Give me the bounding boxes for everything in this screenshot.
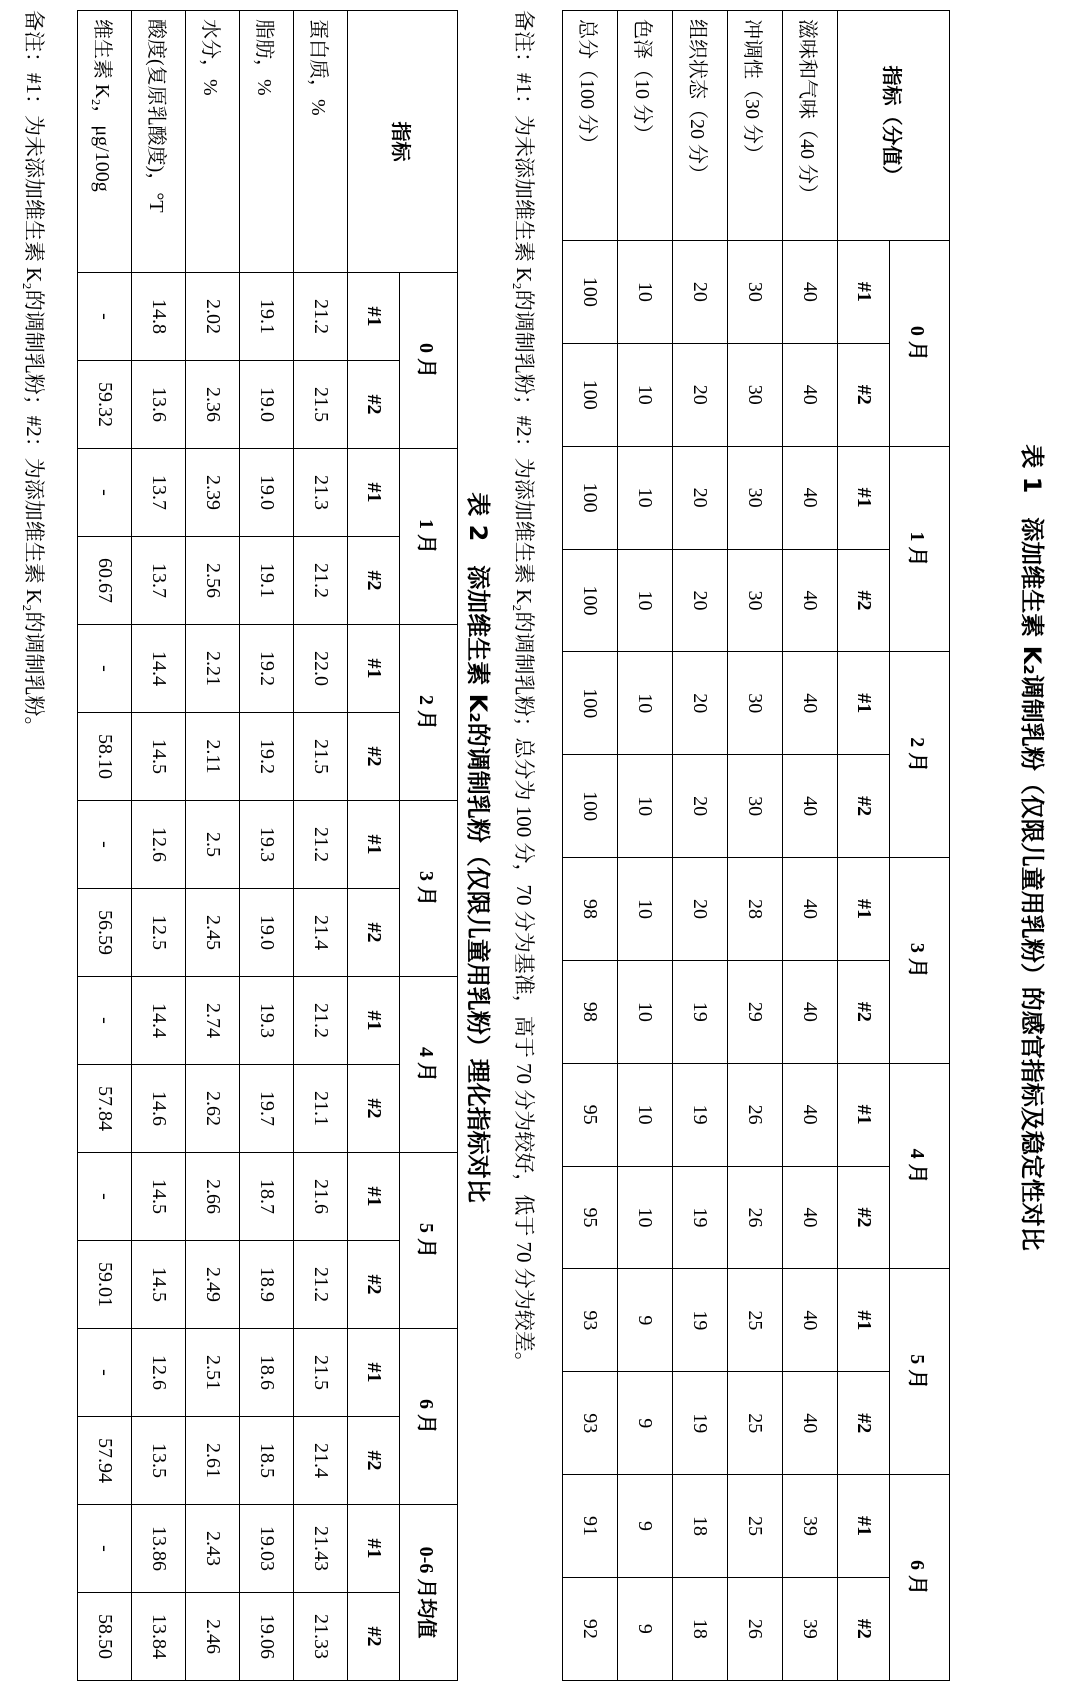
table2-cell: 14.5 <box>132 1153 186 1241</box>
table2-header-label: 指标 <box>348 11 458 273</box>
table1-cell: 100 <box>563 446 618 549</box>
table1-cell: 10 <box>618 652 673 755</box>
table1-cell: 40 <box>783 960 838 1063</box>
table2-cell: 14.5 <box>132 713 186 801</box>
table1-cell: 28 <box>728 858 783 961</box>
table2-sub-header: #1 <box>348 1153 400 1241</box>
table2-cell: - <box>78 1505 132 1593</box>
table2-row-label: 蛋白质，% <box>294 11 348 273</box>
table2-cell: 19.3 <box>240 801 294 889</box>
table2-cell: 19.1 <box>240 537 294 625</box>
table2-cell: 21.2 <box>294 537 348 625</box>
table1-cell: 95 <box>563 1063 618 1166</box>
table2-cell: 13.86 <box>132 1505 186 1593</box>
table1-sub-header: #1 <box>838 1063 890 1166</box>
table2-cell: 13.5 <box>132 1417 186 1505</box>
table1-cell: 19 <box>673 960 728 1063</box>
table2-sub-header: #2 <box>348 361 400 449</box>
table1-cell: 30 <box>728 652 783 755</box>
table2-cell: 12.6 <box>132 801 186 889</box>
table1-cell: 20 <box>673 241 728 344</box>
table1-sub-header: #1 <box>838 652 890 755</box>
table1-row <box>563 11 618 1681</box>
table1-row-label: 总分（100 分） <box>563 11 618 241</box>
table1-sub-header: #1 <box>838 1475 890 1578</box>
table2-cell: 59.01 <box>78 1241 132 1329</box>
table2-cell: 60.67 <box>78 537 132 625</box>
table1-cell: 20 <box>673 549 728 652</box>
table2-month-header: 0 月 <box>400 273 458 449</box>
table1-month-header: 4 月 <box>890 1063 950 1269</box>
table2-sub-header: #2 <box>348 889 400 977</box>
table2-cell: 14.8 <box>132 273 186 361</box>
table2-cell: 2.21 <box>186 625 240 713</box>
table1-cell: 10 <box>618 1063 673 1166</box>
table1-header-label: 指标（分值） <box>838 11 950 241</box>
table2-month-header: 4 月 <box>400 977 458 1153</box>
table1-cell: 100 <box>563 343 618 446</box>
table1-cell: 25 <box>728 1475 783 1578</box>
table1-sub-header: #1 <box>838 446 890 549</box>
table2-cell: 2.46 <box>186 1593 240 1681</box>
table1-cell: 40 <box>783 1372 838 1475</box>
table1-sub-header: #2 <box>838 343 890 446</box>
table2-month-header: 2 月 <box>400 625 458 801</box>
table2-cell: 21.4 <box>294 889 348 977</box>
table2-sub-header: #1 <box>348 273 400 361</box>
table1-cell: 40 <box>783 858 838 961</box>
table2-sub-header: #1 <box>348 801 400 889</box>
table1-cell: 93 <box>563 1269 618 1372</box>
table2-cell: 13.7 <box>132 449 186 537</box>
table1-cell: 93 <box>563 1372 618 1475</box>
table1-cell: 10 <box>618 1166 673 1269</box>
table2-cell: 21.2 <box>294 1241 348 1329</box>
table2-sub-header: #1 <box>348 625 400 713</box>
table1-cell: 40 <box>783 343 838 446</box>
table2-row <box>132 11 186 1681</box>
table2-cell: - <box>78 1329 132 1417</box>
table2-cell: 2.61 <box>186 1417 240 1505</box>
table2-sub-header: #1 <box>348 449 400 537</box>
table2-row <box>240 11 294 1681</box>
table1-row <box>673 11 728 1681</box>
table1-cell: 40 <box>783 652 838 755</box>
table2-cell: 18.6 <box>240 1329 294 1417</box>
table1-cell: 19 <box>673 1166 728 1269</box>
table1-cell: 40 <box>783 1269 838 1372</box>
table1-cell: 29 <box>728 960 783 1063</box>
table2-cell: 21.2 <box>294 801 348 889</box>
table2-cell: 2.51 <box>186 1329 240 1417</box>
table2-cell: - <box>78 801 132 889</box>
table2-sub-header: #2 <box>348 1593 400 1681</box>
table1-cell: 10 <box>618 858 673 961</box>
table2-row-label: 酸度(复原乳酸度)，°T <box>132 11 186 273</box>
table1-month-header: 6 月 <box>890 1475 950 1681</box>
table2-cell: 59.32 <box>78 361 132 449</box>
table1-month-header: 0 月 <box>890 241 950 447</box>
table1-cell: 91 <box>563 1475 618 1578</box>
table2-cell: 12.5 <box>132 889 186 977</box>
table1-cell: 30 <box>728 755 783 858</box>
table1-sub-header: #2 <box>838 1577 890 1680</box>
table2-cell: 2.11 <box>186 713 240 801</box>
table1-row <box>728 11 783 1681</box>
table2-note: 备注：#1：为未添加维生素 K₂的调制乳粉；#2：为添加维生素 K₂的调制乳粉。 <box>22 10 46 738</box>
table2-cell: 57.84 <box>78 1065 132 1153</box>
table2-sub-header: #2 <box>348 1417 400 1505</box>
table1-cell: 30 <box>728 549 783 652</box>
table1-sub-header: #2 <box>838 1166 890 1269</box>
table1-sub-header: #2 <box>838 755 890 858</box>
table2-cell: 21.6 <box>294 1153 348 1241</box>
table2-sub-header: #1 <box>348 977 400 1065</box>
table2-cell: 12.6 <box>132 1329 186 1417</box>
table1-sub-header: #2 <box>838 1372 890 1475</box>
table2-sub-header: #1 <box>348 1505 400 1593</box>
table2-cell: 13.6 <box>132 361 186 449</box>
table1-cell: 25 <box>728 1269 783 1372</box>
table1-cell: 20 <box>673 755 728 858</box>
table2-cell: 58.50 <box>78 1593 132 1681</box>
table1-row-label: 组织状态（20 分） <box>673 11 728 241</box>
table1-cell: 98 <box>563 960 618 1063</box>
table1-month-header: 5 月 <box>890 1269 950 1475</box>
table2-cell: 2.74 <box>186 977 240 1065</box>
table2-cell: 13.7 <box>132 537 186 625</box>
table2-month-header: 6 月 <box>400 1329 458 1505</box>
table2-cell: - <box>78 449 132 537</box>
table2-cell: 2.36 <box>186 361 240 449</box>
table2-cell: 21.2 <box>294 273 348 361</box>
table2-cell: 2.43 <box>186 1505 240 1593</box>
table1-cell: 19 <box>673 1269 728 1372</box>
table2-month-header: 0-6 月均值 <box>400 1505 458 1681</box>
table1-sub-header: #2 <box>838 549 890 652</box>
table1-cell: 20 <box>673 652 728 755</box>
table1-note: 备注：#1：为未添加维生素 K₂的调制乳粉；#2：为添加维生素 K₂的调制乳粉；总分为 100 分，70 分为基准，高于 70 分为较好，低于 70 分为较差。 <box>512 10 536 1373</box>
table1-cell: 19 <box>673 1063 728 1166</box>
table2-cell: 19.2 <box>240 625 294 713</box>
table1-cell: 30 <box>728 241 783 344</box>
table1-cell: 20 <box>673 858 728 961</box>
table2-cell: - <box>78 273 132 361</box>
table1-caption: 表 1 添加维生素 K₂调制乳粉（仅限儿童用乳粉）的感官指标及稳定性对比 <box>1018 444 1046 1251</box>
table1-row <box>618 11 673 1681</box>
table2-sub-header: #1 <box>348 1329 400 1417</box>
table1-cell: 10 <box>618 446 673 549</box>
table2-cell: 21.4 <box>294 1417 348 1505</box>
table2-month-header: 5 月 <box>400 1153 458 1329</box>
table1-month-header: 2 月 <box>890 652 950 858</box>
table2-cell: 2.02 <box>186 273 240 361</box>
table2-cell: 21.1 <box>294 1065 348 1153</box>
table2-cell: 18.5 <box>240 1417 294 1505</box>
table2-cell: 19.1 <box>240 273 294 361</box>
table2-row <box>78 11 132 1681</box>
table1-row <box>783 11 838 1681</box>
table2-cell: 22.0 <box>294 625 348 713</box>
table1-cell: 9 <box>618 1372 673 1475</box>
table1-cell: 9 <box>618 1269 673 1372</box>
table1-cell: 40 <box>783 1166 838 1269</box>
table1-cell: 10 <box>618 241 673 344</box>
table2-cell: 21.5 <box>294 361 348 449</box>
table2-cell: 2.5 <box>186 801 240 889</box>
table2-cell: 13.84 <box>132 1593 186 1681</box>
table2-cell: 21.5 <box>294 713 348 801</box>
table1-cell: 100 <box>563 755 618 858</box>
table2-cell: 21.33 <box>294 1593 348 1681</box>
table1-cell: 30 <box>728 343 783 446</box>
table2-row-label: 水分，% <box>186 11 240 273</box>
table2-cell: 14.6 <box>132 1065 186 1153</box>
table1-cell: 40 <box>783 241 838 344</box>
table1-cell: 40 <box>783 446 838 549</box>
table2-cell: 2.56 <box>186 537 240 625</box>
table1-sub-header: #1 <box>838 858 890 961</box>
table2-sub-header: #2 <box>348 713 400 801</box>
table2-cell: 19.2 <box>240 713 294 801</box>
table2-cell: 21.43 <box>294 1505 348 1593</box>
table2-cell: 2.39 <box>186 449 240 537</box>
table2-row-label: 脂肪，% <box>240 11 294 273</box>
table2-cell: 19.0 <box>240 449 294 537</box>
table1-cell: 26 <box>728 1577 783 1680</box>
table1-cell: 95 <box>563 1166 618 1269</box>
table2-cell: 19.06 <box>240 1593 294 1681</box>
table2-row <box>186 11 240 1681</box>
table2-cell: - <box>78 1153 132 1241</box>
table2-cell: 58.10 <box>78 713 132 801</box>
table1-cell: 40 <box>783 549 838 652</box>
table2-cell: 19.0 <box>240 889 294 977</box>
table2-sub-header: #2 <box>348 1241 400 1329</box>
table1-cell: 40 <box>783 1063 838 1166</box>
table2-cell: 19.0 <box>240 361 294 449</box>
table2-cell: - <box>78 977 132 1065</box>
table1-row-label: 滋味和气味（40 分） <box>783 11 838 241</box>
table1-cell: 18 <box>673 1577 728 1680</box>
table1-cell: 92 <box>563 1577 618 1680</box>
table2-cell: 21.2 <box>294 977 348 1065</box>
table1-cell: 30 <box>728 446 783 549</box>
table2-cell: 14.4 <box>132 977 186 1065</box>
table2-cell: 2.62 <box>186 1065 240 1153</box>
table1-cell: 40 <box>783 755 838 858</box>
table2-cell: 21.5 <box>294 1329 348 1417</box>
table2-row <box>294 11 348 1681</box>
table2-row-label: 维生素 K₂，μg/100g <box>78 11 132 273</box>
table1-sub-header: #2 <box>838 960 890 1063</box>
table1-cell: 9 <box>618 1475 673 1578</box>
table2-cell: 2.45 <box>186 889 240 977</box>
table2-sub-header: #2 <box>348 1065 400 1153</box>
table1-cell: 20 <box>673 446 728 549</box>
table2-cell: 2.49 <box>186 1241 240 1329</box>
table2-cell: 18.9 <box>240 1241 294 1329</box>
table2-cell: 14.5 <box>132 1241 186 1329</box>
table1-cell: 100 <box>563 549 618 652</box>
table1-cell: 19 <box>673 1372 728 1475</box>
table1-cell: 20 <box>673 343 728 446</box>
table1-cell: 39 <box>783 1577 838 1680</box>
table2-month-header: 3 月 <box>400 801 458 977</box>
table1-month-header: 1 月 <box>890 446 950 652</box>
table1-sub-header: #1 <box>838 1269 890 1372</box>
table1-cell: 100 <box>563 241 618 344</box>
table1-cell: 100 <box>563 652 618 755</box>
table1-cell: 9 <box>618 1577 673 1680</box>
table2-cell: 21.3 <box>294 449 348 537</box>
table2-cell: 57.94 <box>78 1417 132 1505</box>
table1-cell: 26 <box>728 1063 783 1166</box>
table2-physicochemical <box>77 10 458 1681</box>
table2-sub-header: #2 <box>348 537 400 625</box>
table1-cell: 10 <box>618 960 673 1063</box>
table1-row-label: 色泽（10 分） <box>618 11 673 241</box>
table1-cell: 98 <box>563 858 618 961</box>
table2-caption: 表 2 添加维生素 K₂的调制乳粉（仅限儿童用乳粉）理化指标对比 <box>464 492 492 1203</box>
table2-cell: 18.7 <box>240 1153 294 1241</box>
table1-cell: 18 <box>673 1475 728 1578</box>
table2-month-header: 1 月 <box>400 449 458 625</box>
table1-cell: 10 <box>618 549 673 652</box>
table2-cell: - <box>78 625 132 713</box>
table1-sensory <box>562 10 950 1681</box>
table2-cell: 14.4 <box>132 625 186 713</box>
table2-cell: 56.59 <box>78 889 132 977</box>
table1-row-label: 冲调性（30 分） <box>728 11 783 241</box>
table2-cell: 19.03 <box>240 1505 294 1593</box>
table2-cell: 19.3 <box>240 977 294 1065</box>
table1-cell: 26 <box>728 1166 783 1269</box>
table1-cell: 10 <box>618 343 673 446</box>
table1-cell: 10 <box>618 755 673 858</box>
table1-cell: 39 <box>783 1475 838 1578</box>
table1-sub-header: #1 <box>838 241 890 344</box>
table2-cell: 19.7 <box>240 1065 294 1153</box>
table1-cell: 25 <box>728 1372 783 1475</box>
table1-month-header: 3 月 <box>890 858 950 1064</box>
table2-cell: 2.66 <box>186 1153 240 1241</box>
